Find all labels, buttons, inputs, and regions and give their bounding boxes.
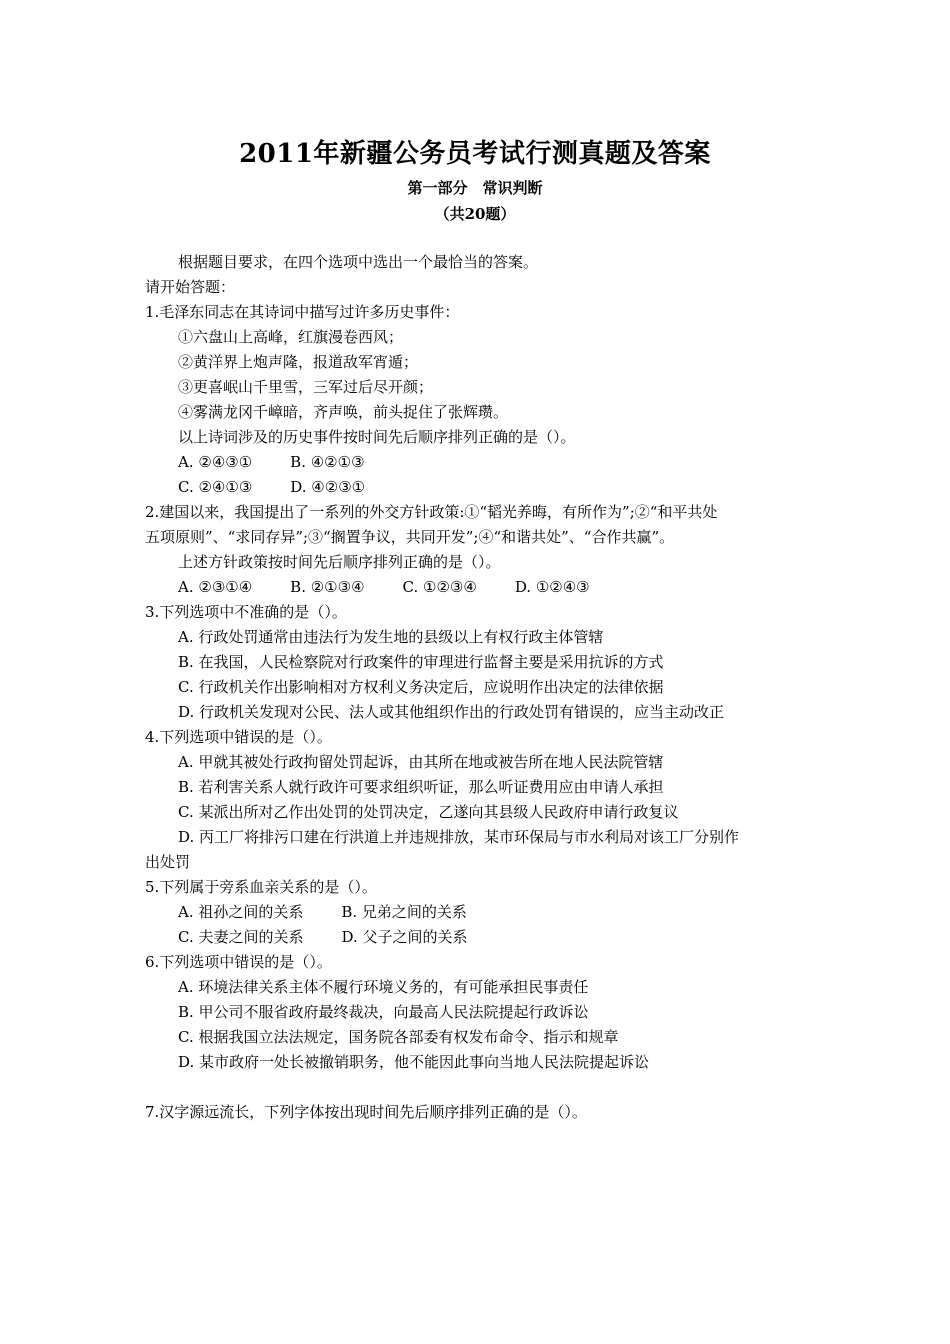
q1-option-c: C. ②④①③ xyxy=(178,478,253,496)
q5-stem: 5.下列属于旁系血亲关系的是（）。 xyxy=(145,878,377,896)
q6-stem: 6.下列选项中错误的是（）。 xyxy=(145,953,332,971)
q5-option-c: C. 夫妻之间的关系 xyxy=(178,928,304,946)
q6-option-b: B. 甲公司不服省政府最终裁决，向最高人民法院提起行政诉讼 xyxy=(178,1003,589,1021)
q4-option-d-line1: D. 丙工厂将排污口建在行洪道上并违规排放，某市环保局与市水利局对该工厂分别作 xyxy=(178,828,740,846)
start-text: 请开始答题： xyxy=(145,278,236,296)
q5-options-ab xyxy=(178,902,467,922)
q4-stem: 4.下列选项中错误的是（）。 xyxy=(145,728,332,746)
instruction-text: 根据题目要求，在四个选项中选出一个最恰当的答案。 xyxy=(178,253,539,271)
q1-stem: 1.毛泽东同志在其诗词中描写过许多历史事件： xyxy=(145,303,460,321)
q2-stem-line2: 五项原则”、“求同存异”;③“搁置争议，共同开发”;④“和谐共处”、“合作共赢”。 xyxy=(145,528,675,546)
q1-item-1: ①六盘山上高峰，红旗漫卷西风； xyxy=(178,328,404,346)
section-heading: 第一部分 常识判断 xyxy=(407,179,543,197)
q1-item-2: ②黄洋界上炮声隆，报道敌军宵遁； xyxy=(178,353,419,371)
q1-item-4: ④雾满龙冈千嶂暗，齐声唤，前头捉住了张辉瓒。 xyxy=(178,403,509,421)
q1-ask: 以上诗词涉及的历史事件按时间先后顺序排列正确的是（）。 xyxy=(178,428,576,446)
q6-option-a: A. 环境法律关系主体不履行环境义务的，有可能承担民事责任 xyxy=(178,978,589,996)
q5-option-b: B. 兄弟之间的关系 xyxy=(341,903,467,921)
q1-options-ab xyxy=(178,452,365,472)
q1-item-3: ③更喜岷山千里雪，三军过后尽开颜； xyxy=(178,378,434,396)
q6-option-d: D. 某市政府一处长被撤销职务，他不能因此事向当地人民法院提起诉讼 xyxy=(178,1053,650,1071)
q2-option-c: C. ①②③④ xyxy=(402,578,477,596)
q1-option-a: A. ②④③① xyxy=(178,453,253,471)
q2-options xyxy=(178,577,590,597)
q3-option-a: A. 行政处罚通常由违法行为发生地的县级以上有权行政主体管辖 xyxy=(178,628,604,646)
q4-option-a: A. 甲就其被处行政拘留处罚起诉，由其所在地或被告所在地人民法院管辖 xyxy=(178,753,664,771)
q2-option-a: A. ②③①④ xyxy=(178,578,253,596)
q6-option-c: C. 根据我国立法法规定，国务院各部委有权发布命令、指示和规章 xyxy=(178,1028,619,1046)
q1-option-b: B. ④②①③ xyxy=(290,453,365,471)
q5-option-a: A. 祖孙之间的关系 xyxy=(178,903,304,921)
q4-option-d-line2: 出处罚 xyxy=(145,853,191,871)
q5-options-cd xyxy=(178,927,468,947)
q2-ask: 上述方针政策按时间先后顺序排列正确的是（）。 xyxy=(178,553,501,571)
q4-option-c: C. 某派出所对乙作出处罚的处罚决定，乙遂向其县级人民政府申请行政复议 xyxy=(178,803,679,821)
q1-option-d: D. ④②③① xyxy=(290,478,366,496)
q2-stem-line1: 2.建国以来，我国提出了一系列的外交方针政策:①“韬光养晦，有所作为”;②“和平共处 xyxy=(145,503,718,521)
page-title: 2011年新疆公务员考试行测真题及答案 xyxy=(239,139,711,169)
q5-option-d: D. 父子之间的关系 xyxy=(341,928,468,946)
q3-stem: 3.下列选项中不准确的是（）。 xyxy=(145,603,347,621)
q7-stem: 7.汉字源远流长，下列字体按出现时间先后顺序排列正确的是（）。 xyxy=(145,1103,587,1121)
question-count: （共20题） xyxy=(434,205,516,223)
q4-option-b: B. 若利害关系人就行政许可要求组织听证，那么听证费用应由申请人承担 xyxy=(178,778,664,796)
q2-option-d: D. ①②④③ xyxy=(514,578,590,596)
q2-option-b: B. ②①③④ xyxy=(290,578,365,596)
q3-option-b: B. 在我国，人民检察院对行政案件的审理进行监督主要是采用抗诉的方式 xyxy=(178,653,664,671)
q3-option-d: D. 行政机关发现对公民、法人或其他组织作出的行政处罚有错误的，应当主动改正 xyxy=(178,703,725,721)
q1-options-cd xyxy=(178,477,365,497)
q3-option-c: C. 行政机关作出影响相对方权利义务决定后，应说明作出决定的法律依据 xyxy=(178,678,664,696)
